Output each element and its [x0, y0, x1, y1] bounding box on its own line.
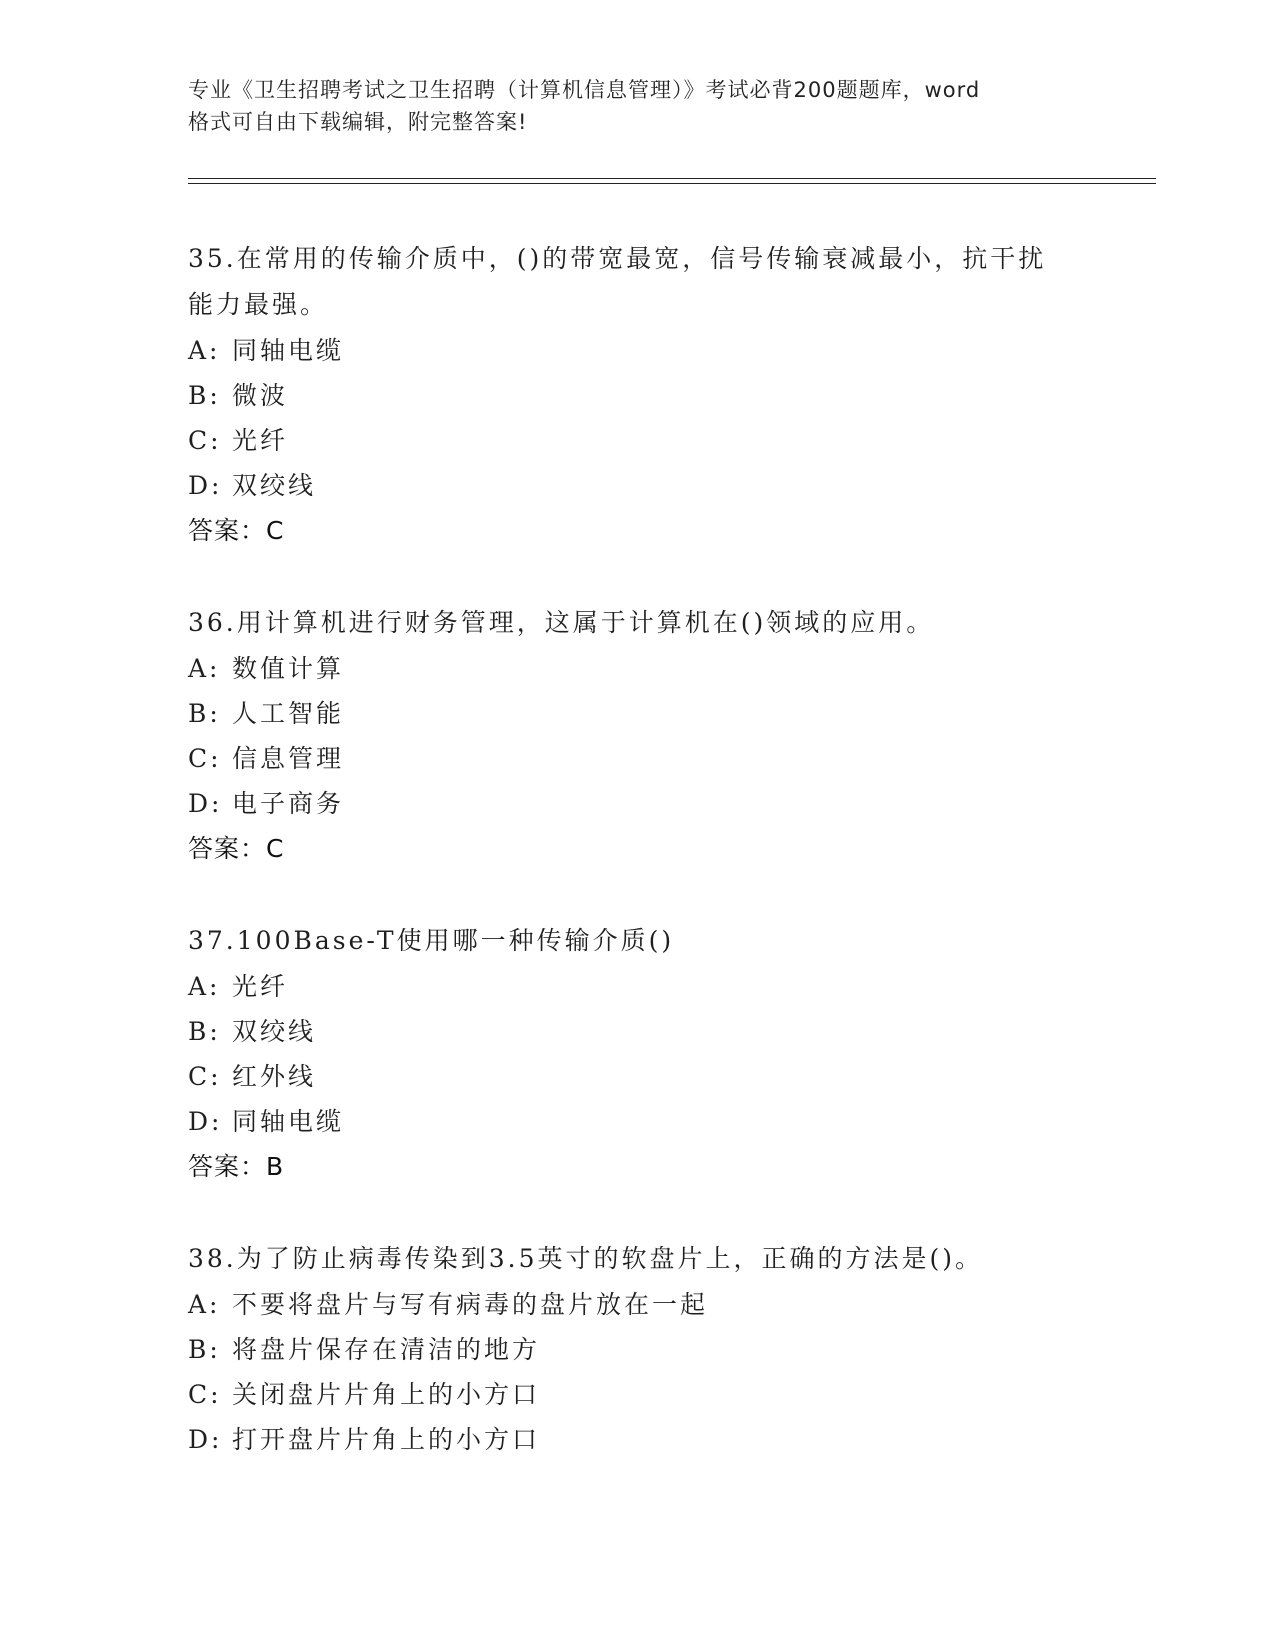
question-37 — [188, 918, 1088, 1190]
option-b — [188, 1327, 1088, 1372]
document-header — [188, 74, 1088, 138]
option-text: 打开盘片片角上的小方口 — [232, 1425, 541, 1454]
question-stem-line: 35.在常用的传输介质中，()的带宽最宽，信号传输衰减最小，抗干扰 — [188, 244, 1047, 273]
option-a — [188, 964, 1088, 1009]
option-letter: B: — [188, 381, 221, 410]
option-letter: A: — [188, 654, 221, 683]
option-text: 不要将盘片与写有病毒的盘片放在一起 — [232, 1290, 709, 1319]
option-letter: D: — [188, 1107, 223, 1136]
option-letter: C: — [188, 1062, 222, 1091]
option-text: 双绞线 — [232, 471, 317, 500]
option-text: 同轴电缆 — [232, 336, 345, 365]
option-letter: A: — [188, 336, 221, 365]
option-a — [188, 646, 1088, 691]
option-b — [188, 691, 1088, 736]
option-a — [188, 328, 1088, 373]
question-35 — [188, 236, 1088, 554]
option-letter: C: — [188, 426, 222, 455]
header-divider-top — [188, 178, 1156, 179]
answer-line: 答案：C — [188, 516, 285, 545]
option-text: 光纤 — [232, 426, 289, 455]
option-letter: A: — [188, 972, 221, 1001]
option-text: 电子商务 — [232, 789, 345, 818]
option-letter: C: — [188, 744, 222, 773]
answer-line: 答案：C — [188, 834, 285, 863]
option-letter: D: — [188, 471, 223, 500]
question-stem — [188, 918, 1088, 964]
option-text: 同轴电缆 — [232, 1107, 345, 1136]
option-d — [188, 781, 1088, 826]
option-text: 人工智能 — [232, 699, 345, 728]
header-line-1: 专业《卫生招聘考试之卫生招聘（计算机信息管理）》考试必背200题题库，word — [188, 78, 981, 102]
question-stem-line: 36.用计算机进行财务管理，这属于计算机在()领域的应用。 — [188, 608, 935, 637]
option-c — [188, 1372, 1088, 1417]
option-d — [188, 1417, 1088, 1462]
question-list — [188, 236, 1088, 1508]
option-text: 双绞线 — [232, 1017, 317, 1046]
option-text: 信息管理 — [232, 744, 345, 773]
option-c — [188, 418, 1088, 463]
question-stem-line: 38.为了防止病毒传染到3.5英寸的软盘片上，正确的方法是()。 — [188, 1244, 984, 1273]
question-38 — [188, 1236, 1088, 1462]
option-text: 微波 — [232, 381, 289, 410]
option-c — [188, 736, 1088, 781]
header-line-2: 格式可自由下载编辑，附完整答案! — [188, 110, 528, 134]
option-letter: B: — [188, 699, 221, 728]
option-b — [188, 373, 1088, 418]
option-letter: B: — [188, 1335, 221, 1364]
question-stem-line: 37.100Base-T使用哪一种传输介质() — [188, 926, 675, 955]
option-letter: D: — [188, 789, 223, 818]
option-text: 光纤 — [232, 972, 289, 1001]
option-letter: B: — [188, 1017, 221, 1046]
answer-line: 答案：B — [188, 1152, 285, 1181]
option-text: 红外线 — [232, 1062, 317, 1091]
option-text: 数值计算 — [232, 654, 345, 683]
option-c — [188, 1054, 1088, 1099]
option-letter: C: — [188, 1380, 222, 1409]
option-a — [188, 1282, 1088, 1327]
option-b — [188, 1009, 1088, 1054]
question-stem — [188, 1236, 1088, 1282]
option-letter: D: — [188, 1425, 223, 1454]
question-stem — [188, 236, 1088, 328]
option-d — [188, 463, 1088, 508]
option-text: 关闭盘片片角上的小方口 — [232, 1380, 541, 1409]
question-stem — [188, 600, 1088, 646]
question-36 — [188, 600, 1088, 872]
option-d — [188, 1099, 1088, 1144]
option-text: 将盘片保存在清洁的地方 — [232, 1335, 541, 1364]
header-divider-bottom — [188, 183, 1156, 184]
question-stem-line: 能力最强。 — [188, 290, 329, 319]
option-letter: A: — [188, 1290, 221, 1319]
